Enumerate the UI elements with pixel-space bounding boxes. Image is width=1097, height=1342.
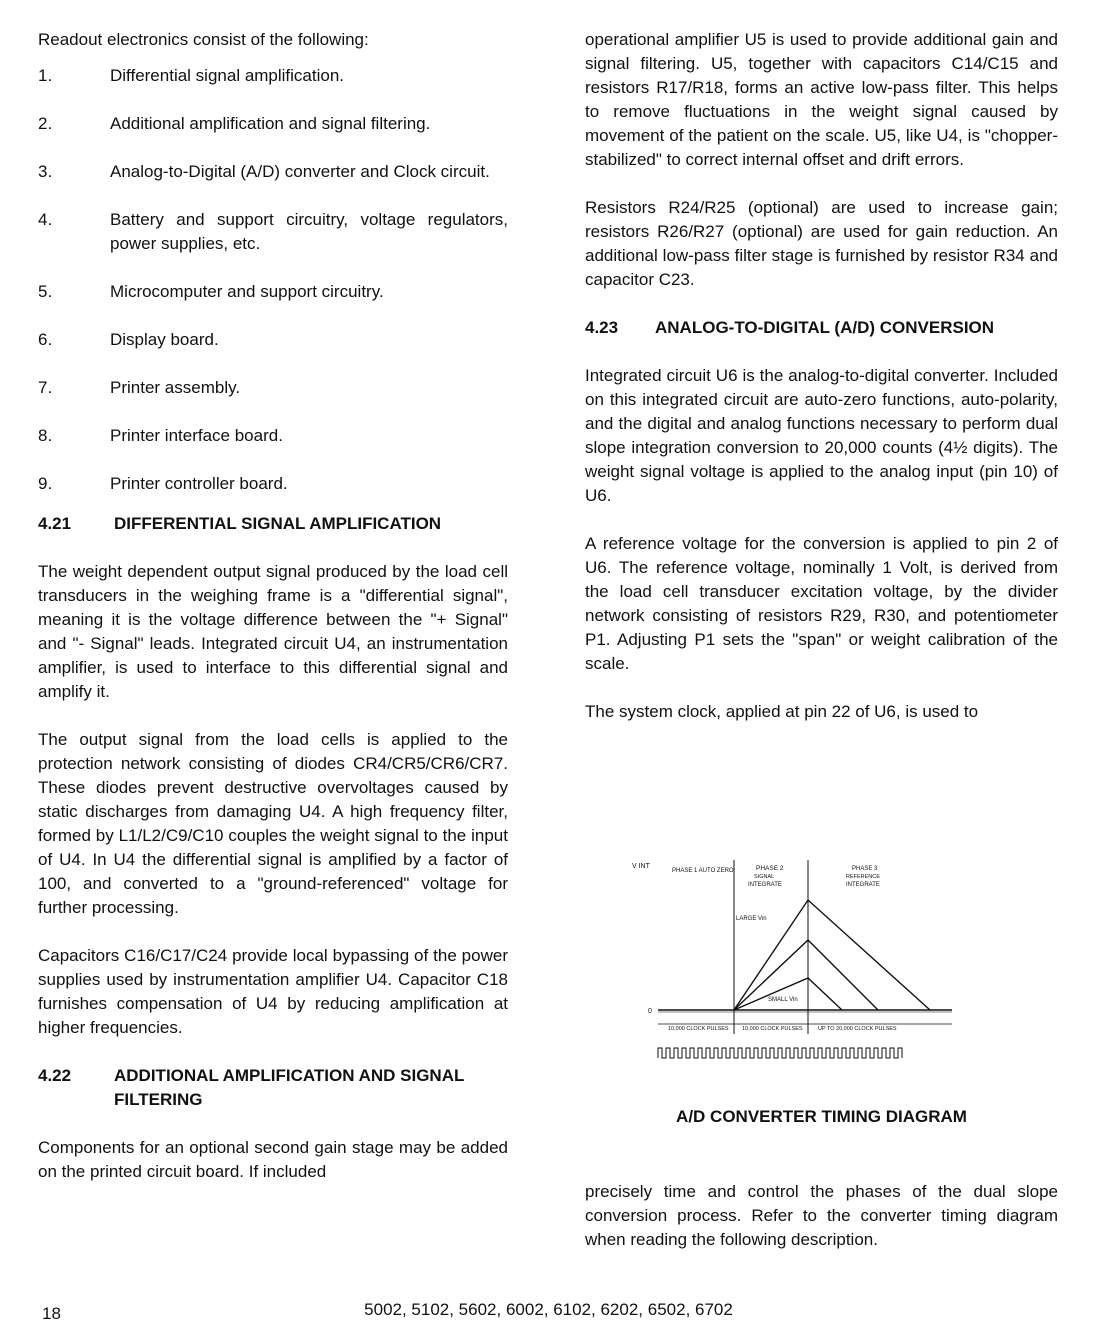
small-vin-label: SMALL Vin <box>768 997 798 1003</box>
section-heading-4-23 <box>585 316 1058 340</box>
section-number: 4.22 <box>38 1066 72 1085</box>
list-number: 1. <box>38 66 53 85</box>
paragraph: The system clock, applied at pin 22 of U6, is used to <box>585 702 979 721</box>
list-item <box>38 424 508 448</box>
clock-label-3: UP TO 20,000 CLOCK PULSES <box>818 1026 897 1032</box>
paragraph: operational amplifier U5 is used to provide additional gain and signal filtering. U5, together with capacitors C14/C15 and resistors R17/R18, forms an active low-pass filter. This helps to remove fluctuations in the weight signal caused by movement of the patient on the scale. U5, like U4, is "chopper-stabilized" to correct internal offset and drift errors. <box>585 30 1058 169</box>
large-vin-label: LARGE Vin <box>736 916 767 922</box>
section-title: DIFFERENTIAL SIGNAL AMPLIFICATION <box>114 514 442 533</box>
list-number: 4. <box>38 210 53 229</box>
list-number: 8. <box>38 426 53 445</box>
list-text: Battery and support circuitry, voltage regulators, power supplies, etc. <box>110 210 508 253</box>
phase3-label: PHASE 3 <box>852 866 878 872</box>
list-number: 3. <box>38 162 53 181</box>
list-number: 7. <box>38 378 53 397</box>
list-text: Display board. <box>110 330 219 349</box>
list-item <box>38 280 508 304</box>
phase2-label: PHASE 2 <box>756 865 784 872</box>
list-item <box>38 472 508 496</box>
ad-converter-timing-diagram <box>630 858 960 1068</box>
section-title: ANALOG-TO-DIGITAL (A/D) CONVERSION <box>655 318 995 337</box>
list-text: Printer assembly. <box>110 378 241 397</box>
paragraph: The weight dependent output signal produced by the load cell transducers in the weighing frame is a "differential signal", meaning it is the voltage difference between the "+ Signal" and "- Signal" leads. Integrated circuit U4, an instrumentation amplifier, is used to interface to this differential signal and amplify it. <box>38 562 508 701</box>
paragraph: precisely time and control the phases of the dual slope conversion process. Refer to the converter timing diagram when reading the following description. <box>585 1182 1058 1249</box>
page-number: 18 <box>42 1304 61 1323</box>
list-text: Analog-to-Digital (A/D) converter and Clock circuit. <box>110 162 490 181</box>
list-text: Additional amplification and signal filtering. <box>110 114 431 133</box>
list-item <box>38 112 508 136</box>
list-text: Microcomputer and support circuitry. <box>110 282 384 301</box>
section-heading-4-22 <box>38 1064 508 1112</box>
list-number: 5. <box>38 282 53 301</box>
right-column <box>585 28 1058 724</box>
list-item <box>38 328 508 352</box>
paragraph: A reference voltage for the conversion is applied to pin 2 of U6. The reference voltage, nominally 1 Volt, is derived from the load cell transducer excitation voltage, by the divider network consisting of resistors R29, R30, and potentiometer P1. Adjusting P1 sets the "span" or weight calibration of the scale. <box>585 534 1058 673</box>
section-heading-4-21 <box>38 512 508 536</box>
clock-pulse-train <box>658 1048 902 1058</box>
model-numbers: 5002, 5102, 5602, 6002, 6102, 6202, 6502, 6702 <box>364 1300 733 1319</box>
phase3-integrate: INTEGRATE <box>846 882 880 888</box>
paragraph: Capacitors C16/C17/C24 provide local bypassing of the power supplies used by instrumentation amplifier U4. Capacitor C18 furnishes compensation of U4 by reducing amplification at higher frequencies. <box>38 946 508 1037</box>
paragraph: Integrated circuit U6 is the analog-to-digital converter. Included on this integrated circuit are auto-zero functions, auto-polarity, and the digital and analog functions necessary to perform dual slope integration conversion to 20,000 counts (4½ digits). The weight signal voltage is applied to the analog input (pin 10) of U6. <box>585 366 1058 505</box>
list-item <box>38 160 508 184</box>
phase2-integrate: INTEGRATE <box>748 882 782 888</box>
list-number: 6. <box>38 330 53 349</box>
list-text: Differential signal amplification. <box>110 66 345 85</box>
clock-label-2: 10,000 CLOCK PULSES <box>742 1026 803 1032</box>
paragraph: Components for an optional second gain stage may be added on the printed circuit board. If included <box>38 1138 508 1181</box>
section-title: ADDITIONAL AMPLIFICATION AND SIGNAL FILTERING <box>114 1066 465 1109</box>
intro-text: Readout electronics consist of the following: <box>38 30 369 49</box>
figure-caption: A/D CONVERTER TIMING DIAGRAM <box>676 1107 967 1126</box>
mid-vin-ramp <box>734 940 878 1010</box>
list-number: 9. <box>38 474 53 493</box>
clock-label-1: 10,000 CLOCK PULSES <box>668 1026 729 1032</box>
zero-label: 0 <box>648 1008 652 1015</box>
list-item <box>38 376 508 400</box>
list-number: 2. <box>38 114 53 133</box>
phase3-sublabel: REFERENCE <box>846 874 880 880</box>
paragraph: Resistors R24/R25 (optional) are used to increase gain; resistors R26/R27 (optional) are used for gain reduction. An additional low-pass filter stage is furnished by resistor R34 and capacitor C23. <box>585 198 1058 289</box>
phase1-label: PHASE 1 AUTO ZERO <box>672 868 734 874</box>
list-text: Printer interface board. <box>110 426 283 445</box>
section-number: 4.21 <box>38 514 72 533</box>
vint-label: V INT <box>632 863 650 870</box>
paragraph: The output signal from the load cells is applied to the protection network consisting of diodes CR4/CR5/CR6/CR7. These diodes prevent destructive overvoltages caused by static discharges from damaging U4. A high frequency filter, formed by L1/L2/C9/C10 couples the weight signal to the input of U4. In U4 the differential signal is amplified by a factor of 100, and converted to a "ground-referenced" voltage for further processing. <box>38 730 508 917</box>
section-number: 4.23 <box>585 318 619 337</box>
list-item <box>38 64 508 88</box>
list-text: Printer controller board. <box>110 474 288 493</box>
left-column <box>38 28 508 1184</box>
phase2-sublabel: SIGNAL <box>754 874 775 880</box>
list-item <box>38 208 508 256</box>
